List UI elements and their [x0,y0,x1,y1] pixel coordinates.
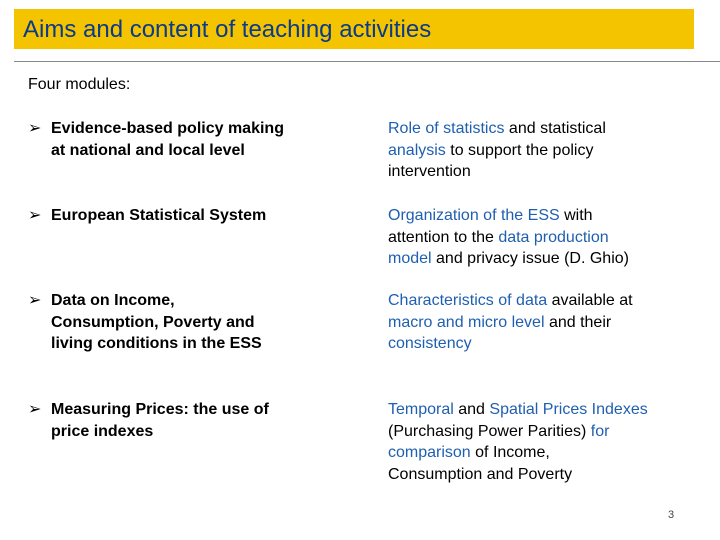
plain-text: attention to the [388,228,499,246]
description-line [388,248,698,270]
module-heading-line: Evidence-based policy making [51,120,284,137]
plain-text: and their [544,313,612,331]
plain-text: intervention [388,163,471,180]
module-heading-line: Measuring Prices: the use of [51,401,269,418]
highlight-text: Organization of the ESS [388,207,560,224]
module-description [388,118,698,183]
module-heading [28,205,348,227]
highlight-text: Characteristics of data [388,292,548,309]
highlight-text: Temporal [388,401,454,418]
highlight-text: comparison [388,444,471,461]
description-line [388,464,698,486]
description-line [388,333,698,355]
arrow-bullet-icon: ➢ [28,401,42,418]
highlight-text: Spatial Prices Indexes [489,401,648,418]
highlight-text: model [388,250,432,267]
plain-text: with [559,207,593,224]
plain-text: and [453,401,490,418]
description-line [388,227,698,249]
page-number: 3 [668,509,675,521]
arrow-bullet-icon: ➢ [28,120,42,137]
module-heading [28,399,348,442]
highlight-text: consistency [388,335,472,352]
arrow-bullet-icon: ➢ [28,292,42,309]
module-description [388,399,698,485]
description-line [388,442,698,464]
description-line [388,399,698,421]
slide-title: Aims and content of teaching activities [23,16,432,43]
description-line [388,140,698,162]
module-description [388,290,698,355]
divider [14,61,720,62]
module-heading-line: Consumption, Poverty and [51,313,255,331]
plain-text: Consumption and Poverty [388,465,573,483]
description-line [388,161,698,183]
highlight-text: Role of statistics [388,120,505,137]
module-description [388,205,698,270]
description-line [388,205,698,227]
module-heading-line: Data on Income, [51,292,175,309]
description-line [388,118,698,140]
module-heading-line: European Statistical System [51,207,267,224]
highlight-text: data production [498,228,609,246]
description-line [388,421,698,443]
intro-text: Four modules: [28,76,131,93]
module-heading-line: price indexes [51,422,154,440]
plain-text: available at [547,292,633,309]
module-heading-line: living conditions in the ESS [51,335,262,352]
title-bar [14,9,694,49]
plain-text: to support the policy [445,141,594,159]
description-line [388,290,698,312]
highlight-text: macro and micro level [388,313,545,331]
arrow-bullet-icon: ➢ [28,207,42,224]
plain-text: of Income, [470,444,550,461]
module-heading-line: at national and local level [51,141,245,159]
highlight-text: analysis [388,141,446,159]
plain-text: and statistical [504,120,606,137]
plain-text: and privacy issue (D. Ghio) [431,250,629,267]
plain-text: (Purchasing Power Parities) [388,422,591,440]
description-line [388,312,698,334]
module-heading [28,118,348,161]
module-heading [28,290,348,355]
highlight-text: for [590,422,610,440]
